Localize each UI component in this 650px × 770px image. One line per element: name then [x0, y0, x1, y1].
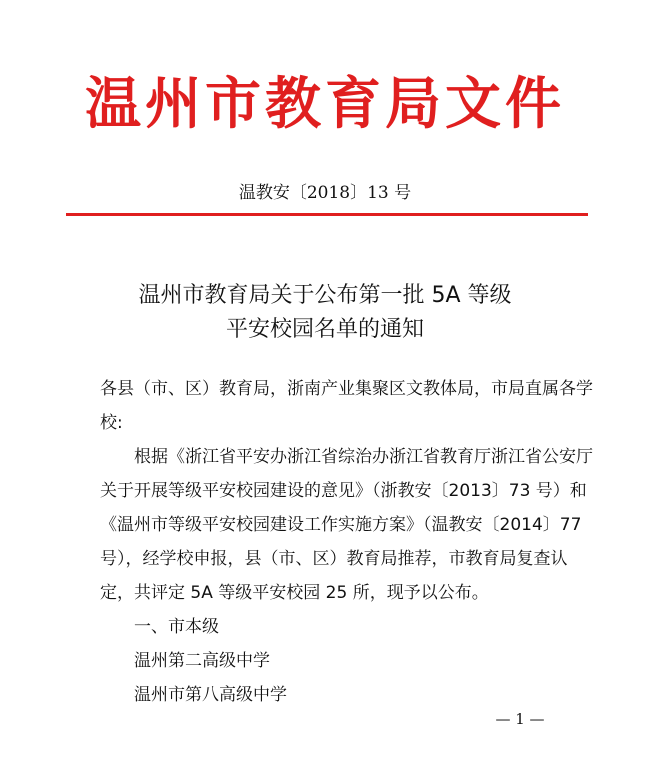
school-list-item: 温州市第八高级中学 — [134, 685, 287, 705]
page-number: — 1 — — [495, 710, 545, 728]
red-divider-rule — [66, 213, 588, 216]
notice-title — [0, 279, 650, 347]
document-masthead: 温州市教育局文件 — [85, 71, 565, 137]
notice-title-line-1: 温州市教育局关于公布第一批 5A 等级 — [138, 283, 512, 308]
document-number: 温教安〔2018〕13 号 — [238, 183, 412, 203]
notice-title-line-2: 平安校园名单的通知 — [225, 317, 424, 342]
section-heading: 一、市本级 — [134, 617, 219, 637]
school-list-item: 温州第二高级中学 — [134, 651, 270, 671]
body-paragraph: 根据《浙江省平安办浙江省综治办浙江省教育厅浙江省公安厅关于开展等级平安校园建设的意见》（浙教安〔2013〕73 号）和《温州市等级平安校园建设工作实施方案》（温教安〔2014〕77 号），经学校申报，县（市、区）教育局推荐，市教育局复查认定，共评定 5A 等级平安校园 25 所，现予以公布。 — [100, 447, 593, 603]
salutation: 各县（市、区）教育局，浙南产业集聚区文教体局，市局直属各学校: — [100, 379, 593, 433]
notice-body — [100, 372, 600, 712]
